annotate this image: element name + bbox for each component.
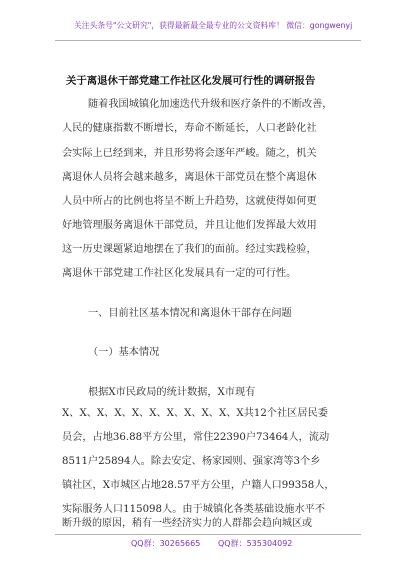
body-line: 镇社区，X市城区占地28.57平方公里，户籍人口99358人， — [62, 480, 335, 491]
header-banner: 关注头条号"公文研究"，获得最新最全最专业的公文资料库！ 微信：gongwenyj — [74, 21, 353, 30]
body-line: 员会，占地36.88平方公里，常住22390户73464人，流动 — [62, 432, 330, 443]
body-line: 这一历史课题紧迫地摆在了我们的面前。经过实践检验， — [62, 244, 317, 255]
body-line: X、X、X、X、X、X、X、X、X、X、X共12个社区居民委 — [62, 408, 328, 419]
document-title: 关于离退休干部党建工作社区化发展可行性的调研报告 — [66, 75, 316, 87]
footer-divider — [55, 534, 361, 535]
section-heading: 一、目前社区基本情况和离退休干部存在问题 — [88, 308, 292, 319]
body-line: 离退休干部党建工作社区化发展具有一定的可行性。 — [62, 268, 297, 279]
footer-qq-group-2: QQ群：535304092 — [218, 539, 293, 548]
subsection-heading: （一）基本情况 — [88, 347, 160, 358]
body-line: 人员中所占的比例也将呈不断上升趋势，这就使得如何更 — [62, 196, 317, 207]
body-line: 离退休人员将会越来越多，离退休干部党员在整个离退休 — [62, 172, 317, 183]
body-line: 人民的健康指数不断增长，寿命不断延长，人口老龄化社 — [62, 123, 317, 134]
footer-qq-group-1: QQ群：30265665 — [131, 539, 201, 548]
body-line: 好地管理服务离退休干部党员，并且让他们发挥最大效用 — [62, 220, 317, 231]
body-line: 根据X市民政局的统计数据，X市现有 — [88, 387, 256, 398]
body-line: 断升级的原因，稍有一些经济实力的人群都会趋向城区或 — [62, 518, 312, 529]
body-line: 随着我国城镇化加速迭代升级和医疗条件的不断改善， — [88, 99, 333, 110]
body-line: 实际服务人口115098人。由于城镇化各类基础设施水平不 — [62, 504, 326, 515]
header-divider — [55, 40, 361, 41]
body-line: 会实际上已经到来，并且形势将会逐年严峻。随之，机关 — [62, 148, 317, 159]
body-line: 8511户25894人。除去安定、杨家园则、强家湾等3个乡 — [62, 456, 321, 467]
